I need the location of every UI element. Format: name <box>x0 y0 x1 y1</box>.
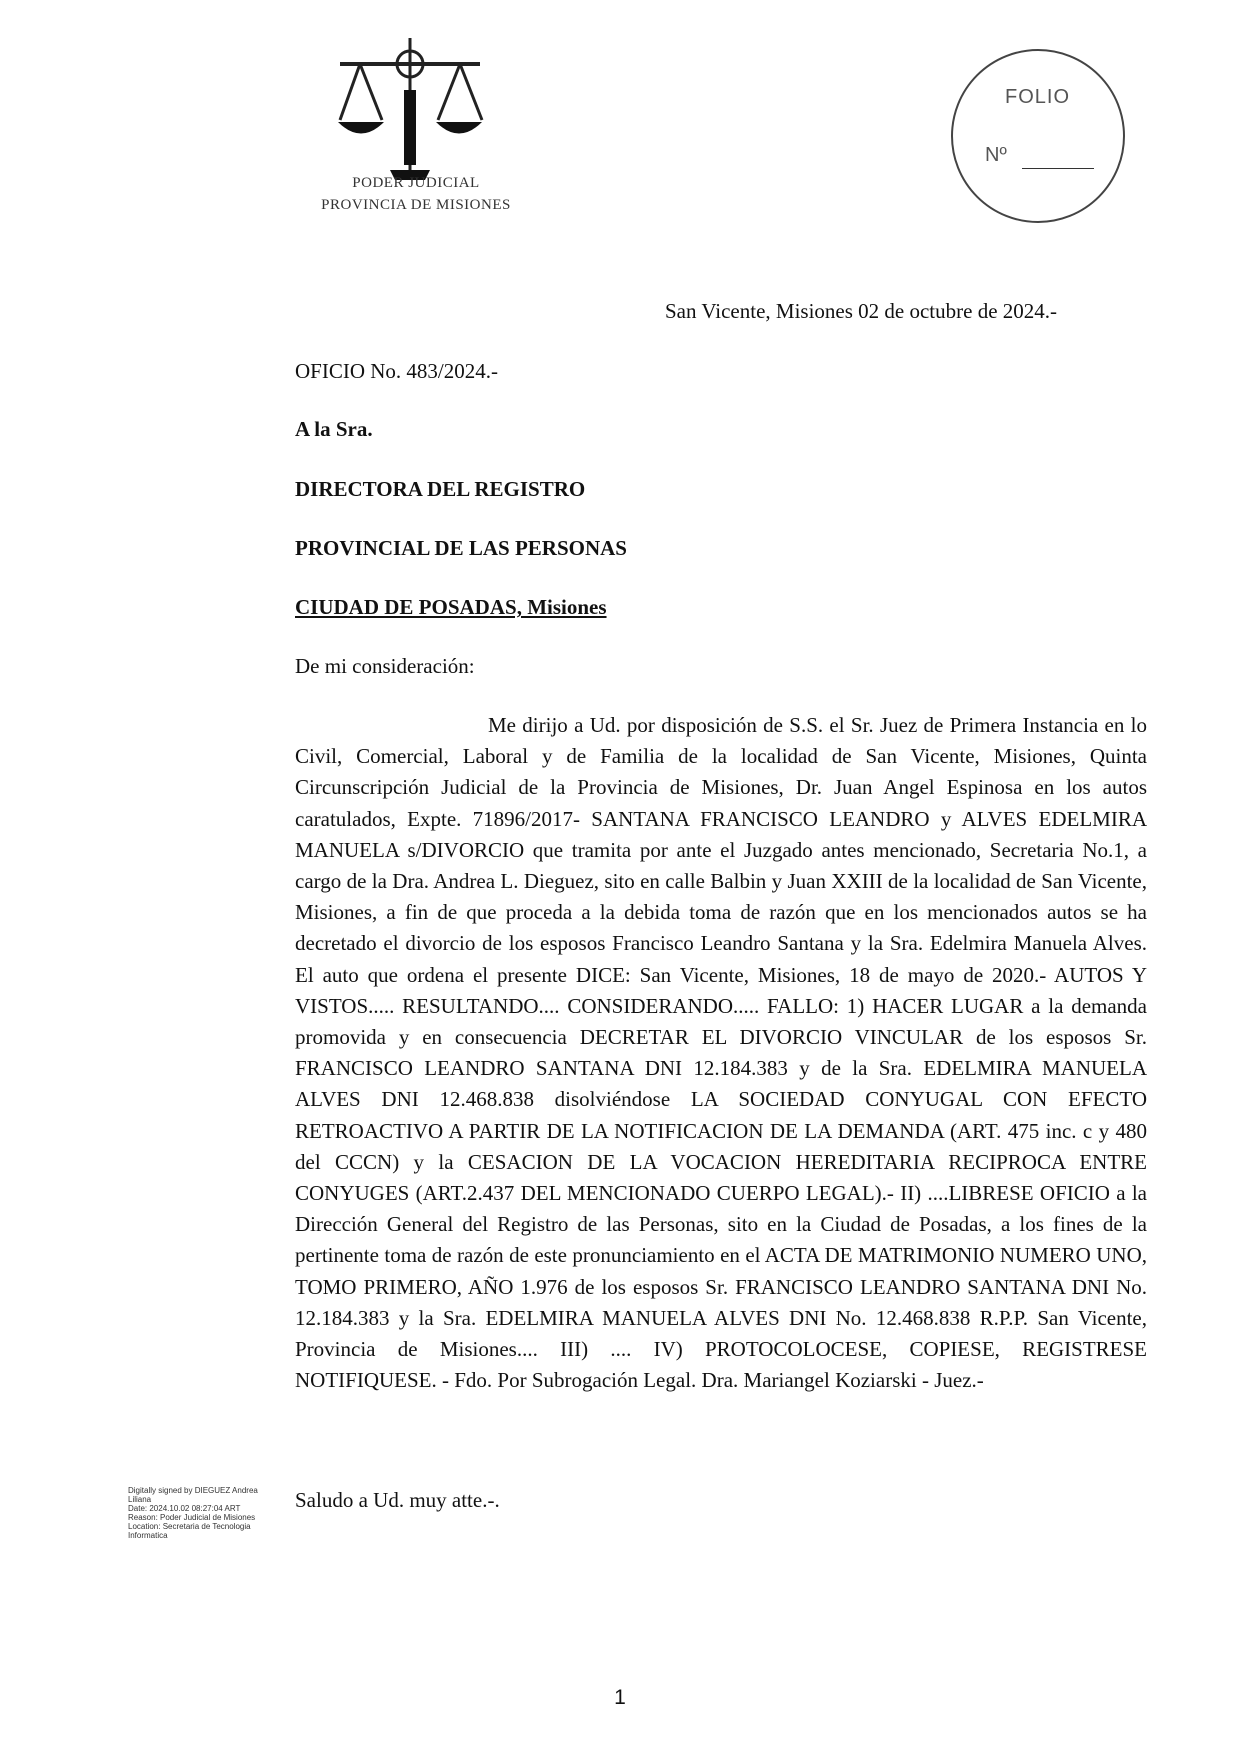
folio-stamp-circle <box>948 46 1128 226</box>
oficio-number: OFICIO No. 483/2024.- <box>295 359 498 383</box>
recipient-line-2: DIRECTORA DEL REGISTRO <box>295 477 586 501</box>
recipient-line-4: CIUDAD DE POSADAS, Misiones <box>295 595 607 619</box>
signature-line-4: Location: Secretaria de Tecnologia Informatica <box>128 1522 251 1540</box>
folio-number-label: Nº <box>985 144 1007 166</box>
letterhead-text <box>300 172 532 216</box>
recipient-line-1: A la Sra. <box>295 417 373 441</box>
page-number: 1 <box>614 1686 626 1709</box>
folio-number-line <box>1022 168 1094 169</box>
signature-line-1: Digitally signed by DIEGUEZ Andrea Liliana <box>128 1486 258 1504</box>
recipient-line-3: PROVINCIAL DE LAS PERSONAS <box>295 536 627 560</box>
closing: Saludo a Ud. muy atte.-. <box>295 1488 500 1512</box>
letterhead-line-2: PROVINCIA DE MISIONES <box>321 197 511 213</box>
signature-line-3: Reason: Poder Judicial de Misiones <box>128 1513 256 1522</box>
folio-label: FOLIO <box>1005 86 1071 108</box>
letterhead-line-1: PODER JUDICIAL <box>352 175 480 191</box>
digital-signature <box>128 1486 278 1540</box>
salutation: De mi consideración: <box>295 654 475 678</box>
signature-line-2: Date: 2024.10.02 08:27:04 ART <box>128 1504 241 1513</box>
body-paragraph: Me dirijo a Ud. por disposición de S.S. el Sr. Juez de Primera Instancia en lo Civil, Comercial, Laboral y de Familia de la localidad de San Vicente, Misiones, Quinta Circunscripción Judicial de la Provincia de Misiones, Dr. Juan Angel Espinosa en los autos caratulados, Expte. 71896/2017- SANTANA FRANCISCO LEANDRO y ALVES EDELMIRA MANUELA s/DIVORCIO que tramita por ante el Juzgado antes mencionado, Secretaria No.1, a cargo de la Dra. Andrea L. Dieguez, sito en calle Balbin y Juan XXIII de la localidad de San Vicente, Misiones, a fin de que proceda a la debida toma de razón que en los mencionados autos se ha decretado el divorcio de los esposos Francisco Leandro Santana y la Sra. Edelmira Manuela Alves. El auto que ordena el presente DICE: San Vicente, Misiones, 18 de mayo de 2020.- AUTOS Y VISTOS..... RESULTANDO.... CONSIDERANDO..... FALLO: 1) HACER LUGAR a la demanda promovida y en consecuencia DECRETAR EL DIVORCIO VINCULAR de los esposos Sr. FRANCISCO LEANDRO SANTANA DNI 12.184.383 y de la Sra. EDELMIRA MANUELA ALVES DNI 12.468.838 disolviéndose LA SOCIEDAD CONYUGAL CON EFECTO RETROACTIVO A PARTIR DE LA NOTIFICACION DE LA DEMANDA (ART. 475 inc. c y 480 del CCCN) y la CESACION DE LA VOCACION HEREDITARIA RECIPROCA ENTRE CONYUGES (ART.2.437 DEL MENCIONADO CUERPO LEGAL).- II) ....LIBRESE OFICIO a la Dirección General del Registro de las Personas, sito en la Ciudad de Posadas, a los fines de la pertinente toma de razón de este pronunciamiento en el ACTA DE MATRIMONIO NUMERO UNO, TOMO PRIMERO, AÑO 1.976 de los esposos Sr. FRANCISCO LEANDRO SANTANA DNI No. 12.184.383 y la Sra. EDELMIRA MANUELA ALVES DNI No. 12.468.838 R.P.P. San Vicente, Provincia de Misiones.... III) .... IV) PROTOCOLOCESE, COPIESE, REGISTRESE NOTIFIQUESE. - Fdo. Por Subrogación Legal. Dra. Mariangel Koziarski - Juez.- <box>295 713 1147 1393</box>
document-date: San Vicente, Misiones 02 de octubre de 2024.- <box>665 299 1058 323</box>
